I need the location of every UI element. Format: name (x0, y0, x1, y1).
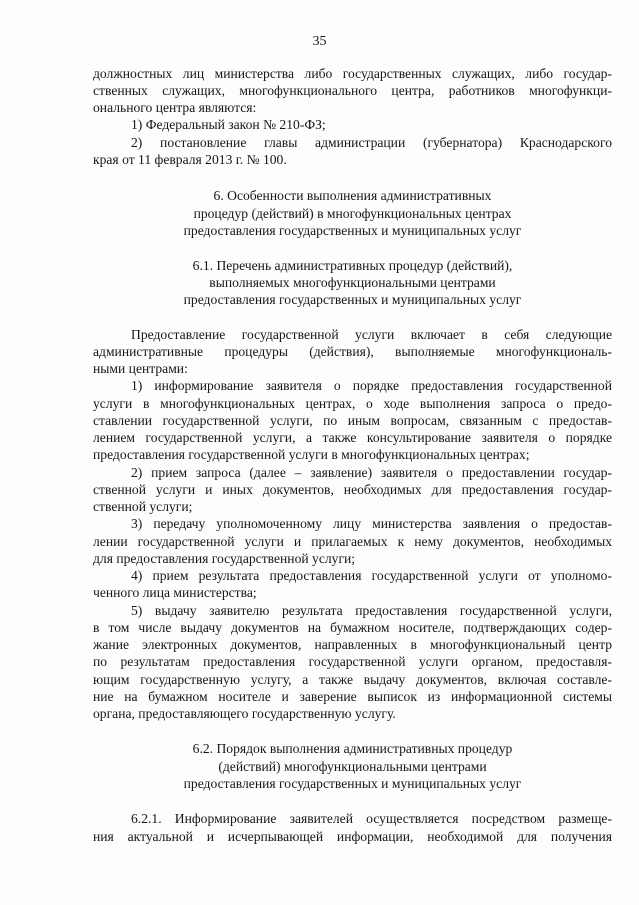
paragraph-line: административные процедуры (действия), выполняемые многофункциональ- (93, 344, 612, 359)
paragraph-line: 2) постановление главы администрации (губернатора) Краснодарского (131, 135, 612, 150)
paragraph-line: предоставления государственной услуги в многофункциональных центрах; (93, 447, 530, 462)
paragraph-line: органа, предоставляющего государственную услугу. (93, 706, 396, 721)
section-heading-line: выполняемых многофункциональными центрами (209, 275, 496, 290)
section-heading-line: (действий) многофункциональными центрами (218, 759, 487, 774)
paragraph-line: для предоставления государственной услуги; (93, 551, 356, 566)
paragraph-line: ставлении государственной услуги, по иным вопросам, связанным с предостав- (93, 413, 612, 428)
paragraph-line: 4) прием результата предоставления государственной услуги от уполномо- (131, 568, 612, 583)
paragraph-line: лением государственной услуги, а также консультирование заявителя о порядке (93, 430, 612, 445)
paragraph-line: края от 11 февраля 2013 г. № 100. (93, 152, 287, 167)
section-heading-line: 6.1. Перечень административных процедур (действий), (192, 258, 513, 273)
section-heading-line: 6.2. Порядок выполнения административных процедур (192, 741, 513, 756)
paragraph-line: ными центрами: (93, 361, 188, 376)
paragraph-line: ченного лица министерства; (93, 585, 257, 600)
paragraph-line: ственной услуги и иных документов, необходимых для предоставления государ- (93, 482, 612, 497)
section-heading-line: предоставления государственных и муниципальных услуг (183, 776, 522, 791)
paragraph-line: 2) прием запроса (далее – заявление) заявителя о предоставлении государ- (131, 465, 612, 480)
section-heading-line: предоставления государственных и муниципальных услуг (183, 223, 522, 238)
paragraph-line: жание электронных документов, направленных в многофункциональный центр (93, 637, 612, 652)
paragraph-line: 5) выдачу заявителю результата предоставления государственной услуги, (131, 603, 612, 618)
section-heading-line: 6. Особенности выполнения административных (213, 188, 492, 203)
paragraph-line: в том числе выдачу документов на бумажном носителе, подтверждающих содер- (93, 620, 612, 635)
paragraph-line: ние на бумажном носителе и заверение выписок из информационной системы (93, 689, 612, 704)
paragraph-line: по результатам предоставления государственной услуги органом, предоставля- (93, 654, 612, 669)
paragraph-line: должностных лиц министерства либо государственных служащих, либо государ- (93, 66, 612, 81)
section-heading-line: процедур (действий) в многофункциональных центрах (193, 206, 512, 221)
section-heading-line: предоставления государственных и муниципальных услуг (183, 292, 522, 307)
paragraph-line: ния актуальной и исчерпывающей информации, необходимой для получения (93, 829, 612, 844)
page-number: 35 (312, 34, 327, 49)
paragraph-line: лении государственной услуги и прилагаемых к нему документов, необходимых (93, 534, 612, 549)
paragraph-line: ственной услуги; (93, 499, 193, 514)
paragraph-line: 1) информирование заявителя о порядке предоставления государственной (131, 378, 612, 393)
paragraph-line: 1) Федеральный закон № 210-ФЗ; (131, 117, 326, 132)
paragraph-line: услуги в многофункциональных центрах, о ходе выполнения запроса о предо- (93, 396, 612, 411)
paragraph-line: 6.2.1. Информирование заявителей осуществляется посредством размеще- (131, 811, 612, 826)
paragraph-line: ющим государственную услугу, а также выдачу документов, включая составле- (93, 672, 612, 687)
paragraph-line: онального центра являются: (93, 100, 257, 115)
paragraph-line: Предоставление государственной услуги включает в себя следующие (131, 327, 612, 342)
paragraph-line: 3) передачу уполномоченному лицу министерства заявления о предостав- (131, 516, 612, 531)
paragraph-line: ственных служащих, многофункционального центра, работников многофункци- (93, 83, 612, 98)
